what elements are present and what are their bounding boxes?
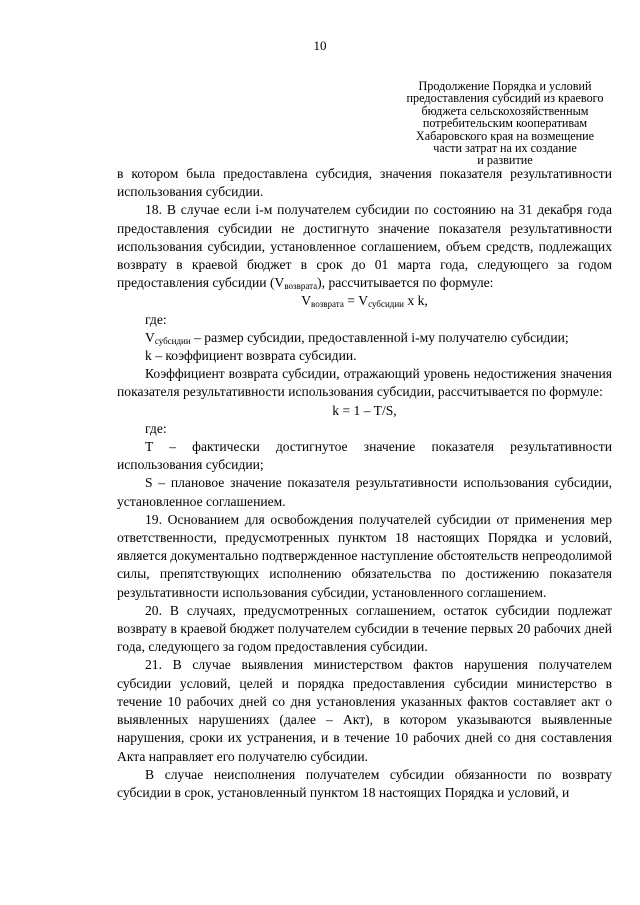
where-label: где: [145,311,167,327]
definition-v-subsidy [117,329,612,347]
paragraph-18 [117,201,612,292]
paragraph-21: 21. В случае выявления министерством фактов нарушения получателем субсидии условий, целей и порядка предоставления субсидии министерство в течение 10 рабочих дней со дня установления указанных фактов составляет акт о выявленных нарушениях (далее – Акт), в котором указываются выявленные нарушения, сроки их устранения, и в течение 10 рабочих дней со дня составления Акта направляет его получателю субсидии. [117,657,612,764]
paragraph-continuation: в котором была предоставлена субсидия, значения показателя результативности использования субсидии. [117,166,612,200]
header-line: части затрат на их создание [433,141,577,156]
where-label: где: [145,420,167,436]
def-v-text: – размер субсидии, предоставленной i-му получателю субсидии; [190,329,569,345]
formula-subsidy-subscript: субсидии [368,299,404,310]
formula-coefficient: k = 1 – T/S, [332,402,397,418]
def-v-letter: V [145,329,155,345]
def-v-subscript: субсидии [154,335,191,346]
header-line: потребительским кооперативам [422,116,588,131]
paragraph-19: 19. Основанием для освобождения получателей субсидии от применения мер ответственности, предусмотренных пунктом 18 настоящих Порядка и условий, является документально подтвержденное наступление обстоятельств непреодолимой силы, препятствующих исполнению обязательства по достижению показателя результативности использования субсидии, установленного соглашением. [117,511,612,600]
definition-t: T – фактически достигнутое значение показателя результативности использования субсидии; [117,439,612,473]
page-number: 10 [313,38,327,53]
formula-return-volume [117,292,612,310]
definition-k: k – коэффициент возврата субсидии. [145,348,357,364]
header-line: Продолжение Порядка и условий [418,79,592,93]
paragraph-18-text: 18. В случае если i-м получателем субсидии по состоянию на 31 декабря года предоставления субсидии не достигнуто значение показателя результативности использования субсидии, установленное соглашением, объем средств, подлежащих возврату в краевой бюджет в срок до 01 марта года, следующего за годом предоставления субсидии (V [117,202,612,291]
paragraph-final: В случае неисполнения получателем субсидии обязанности по возврату субсидии в срок, установленный пунктом 18 настоящих Порядка и условий, и [117,766,612,800]
header-line: бюджета сельскохозяйственным [421,103,589,118]
continuation-header [380,80,630,167]
definition-s: S – плановое значение показателя результативности использования субсидии, установленное соглашением. [117,475,612,509]
paragraph-18-subscript: возврата [284,281,318,292]
paragraph-18-end: ), рассчитывается по формуле: [317,275,494,291]
paragraph-20: 20. В случаях, предусмотренных соглашением, остаток субсидии подлежат возврату в краевой бюджет получателем субсидии в течение первых 20 рабочих дней года, следующего за годом предоставления субсидии. [117,602,612,655]
formula-times-k: x k, [403,293,428,309]
paragraph-coefficient: Коэффициент возврата субсидии, отражающий уровень недостижения значения показателя результативности использования субсидии, рассчитывается по формуле: [117,366,612,400]
header-line: Хабаровского края на возмещение [415,128,595,143]
header-line: и развитие [477,153,533,168]
formula-equals: = V [343,293,369,309]
formula-v-subscript: возврата [311,299,344,310]
formula-v: V [301,293,312,309]
document-body [117,165,612,802]
header-line: предоставления субсидий из краевого [406,91,604,106]
